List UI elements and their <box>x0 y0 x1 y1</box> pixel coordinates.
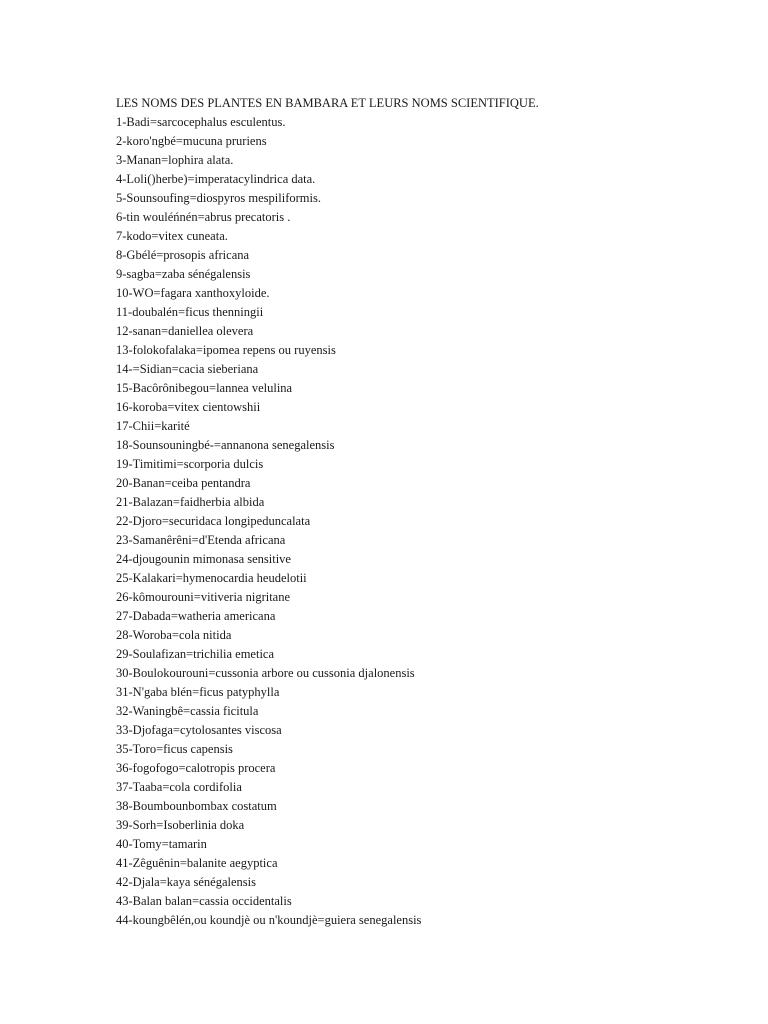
plant-entry: 5-Sounsoufing=diospyros mespiliformis. <box>116 191 321 205</box>
plant-entry: 33-Djofaga=cytolosantes viscosa <box>116 723 282 737</box>
plant-entry: 37-Taaba=cola cordifolia <box>116 780 242 794</box>
plant-entry: 9-sagba=zaba sénégalensis <box>116 267 251 281</box>
plant-entry: 19-Timitimi=scorporia dulcis <box>116 457 264 471</box>
document-page <box>116 94 756 930</box>
plant-entry: 36-fogofogo=calotropis procera <box>116 761 276 775</box>
plant-entry: 1-Badi=sarcocephalus esculentus. <box>116 115 286 129</box>
plant-entry: 8-Gbélé=prosopis africana <box>116 248 250 262</box>
plant-entry: 32-Waningbê=cassia ficitula <box>116 704 259 718</box>
plant-entry: 21-Balazan=faidherbia albida <box>116 495 265 509</box>
plant-entry: 11-doubalén=ficus thenningii <box>116 305 264 319</box>
plant-entry: 40-Tomy=tamarin <box>116 837 207 851</box>
plant-entry: 43-Balan balan=cassia occidentalis <box>116 894 292 908</box>
plant-entry: 10-WO=fagara xanthoxyloide. <box>116 286 270 300</box>
plant-entry: 24-djougounin mimonasa sensitive <box>116 552 291 566</box>
document-title: LES NOMS DES PLANTES EN BAMBARA ET LEURS NOMS SCIENTIFIQUE. <box>116 96 539 110</box>
plant-entry: 30-Boulokourouni=cussonia arbore ou cussonia djalonensis <box>116 666 415 680</box>
plant-entry: 20-Banan=ceiba pentandra <box>116 476 251 490</box>
plant-entry: 31-N'gaba blén=ficus patyphylla <box>116 685 280 699</box>
plant-entry: 26-kômourouni=vitiveria nigritane <box>116 590 291 604</box>
plant-list <box>116 113 756 930</box>
plant-entry: 35-Toro=ficus capensis <box>116 742 233 756</box>
plant-entry: 3-Manan=lophira alata. <box>116 153 234 167</box>
plant-entry: 27-Dabada=watheria americana <box>116 609 276 623</box>
plant-entry: 18-Sounsouningbé-=annanona senegalensis <box>116 438 335 452</box>
plant-entry: 17-Chii=karité <box>116 419 190 433</box>
plant-entry: 25-Kalakari=hymenocardia heudelotii <box>116 571 307 585</box>
plant-entry: 41-Zêguênin=balanite aegyptica <box>116 856 278 870</box>
plant-entry: 4-Loli()herbe)=imperatacylindrica data. <box>116 172 316 186</box>
plant-entry: 16-koroba=vitex cientowshii <box>116 400 261 414</box>
plant-entry: 2-koro'ngbé=mucuna pruriens <box>116 134 267 148</box>
plant-entry: 38-Boumbounbombax costatum <box>116 799 277 813</box>
plant-entry: 44-koungbêlén,ou koundjè ou n'koundjè=guiera senegalensis <box>116 913 422 927</box>
plant-entry: 39-Sorh=Isoberlinia doka <box>116 818 245 832</box>
plant-entry: 29-Soulafizan=trichilia emetica <box>116 647 275 661</box>
plant-entry: 42-Djala=kaya sénégalensis <box>116 875 256 889</box>
plant-entry: 22-Djoro=securidaca longipeduncalata <box>116 514 311 528</box>
plant-entry: 12-sanan=daniellea olevera <box>116 324 254 338</box>
plant-entry: 28-Woroba=cola nitida <box>116 628 232 642</box>
plant-entry: 13-folokofalaka=ipomea repens ou ruyensis <box>116 343 336 357</box>
plant-entry: 23-Samanêrêni=d'Etenda africana <box>116 533 286 547</box>
plant-entry: 7-kodo=vitex cuneata. <box>116 229 228 243</box>
plant-entry: 14-=Sidian=cacia sieberiana <box>116 362 259 376</box>
plant-entry: 6-tin wouléńnén=abrus precatoris . <box>116 210 291 224</box>
plant-entry: 15-Bacôrônibegou=lannea velulina <box>116 381 293 395</box>
